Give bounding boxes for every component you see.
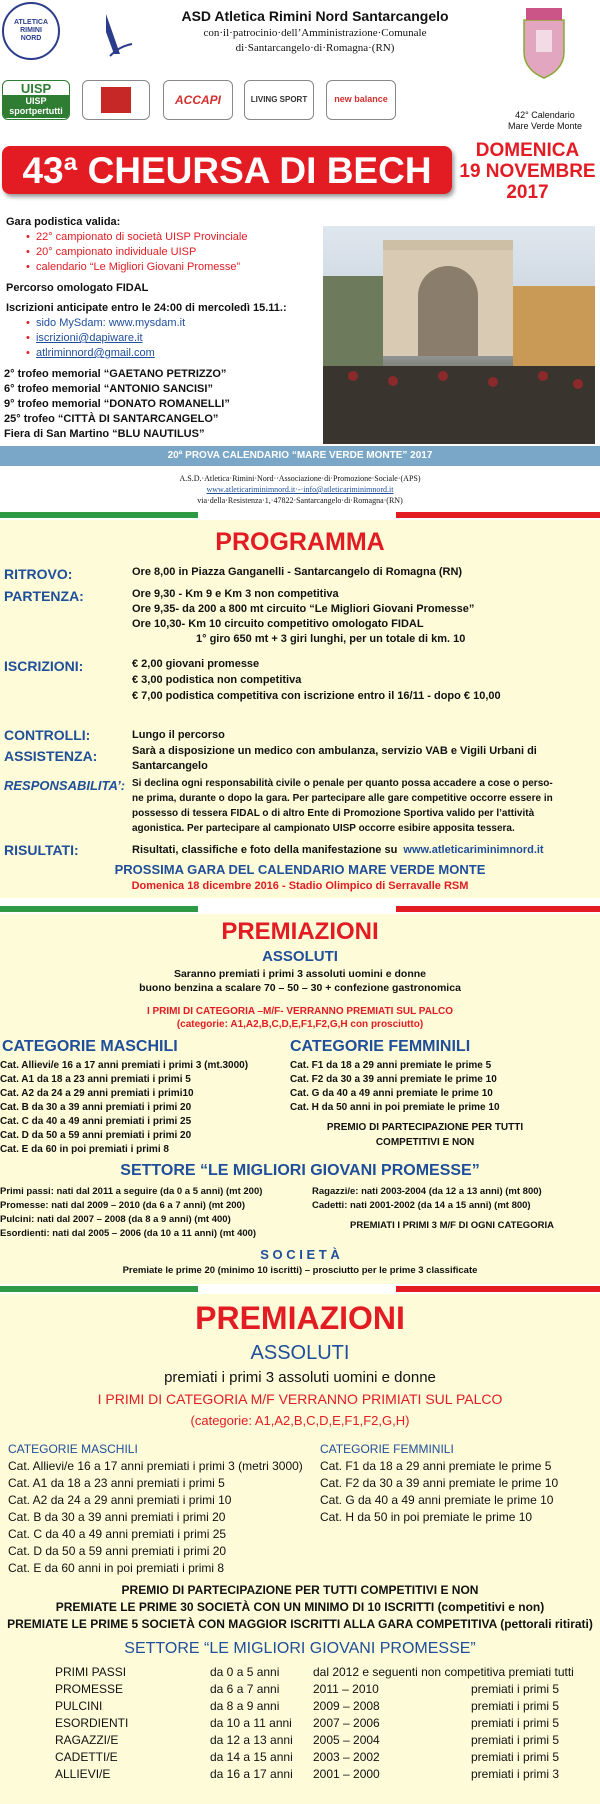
org-title: ASD Atletica Rimini Nord Santarcangelo	[181, 8, 449, 24]
prem2-m-6: Cat. E da 60 anni in poi premiati i primi 8	[8, 1561, 225, 1575]
prem1-line-1: Saranno premiati i primi 3 assoluti uomini e donne	[173, 968, 427, 980]
address-line-2[interactable]: www.atleticariminimnord.it·-·info@atleticariminimnord.it	[206, 485, 394, 494]
race-start-photo	[323, 226, 595, 444]
next-race-date: Domenica 18 dicembre 2016 - Stadio Olimpico di Serravalle RSM	[131, 880, 469, 892]
address-line-3: via·della·Resistenza·1,·47822·Santarcangelo·di·Romagna·(RN)	[197, 496, 403, 505]
prem1-f-1: Cat. F2 da 30 a 39 anni premiate le prime 10	[290, 1074, 497, 1085]
valid-bullet-3: • calendario “Le Migliori Giovani Promesse”	[26, 261, 241, 273]
prem1-m-0: Cat. Allievi/e 16 a 17 anni premiati i primi 3 (mt.3000)	[0, 1060, 249, 1071]
prem2-m-0: Cat. Allievi/e 16 a 17 anni premiati i primi 3 (metri 3000)	[8, 1459, 303, 1473]
prem2-f-3: Cat. H da 50 in poi premiate le prime 10	[320, 1510, 533, 1524]
prem2-m-4: Cat. C da 40 a 49 anni premiati i primi 25	[8, 1527, 227, 1541]
prem2-bold-2: PREMIATE LE PRIME 30 SOCIETÀ CON UN MINIMO DI 10 ISCRITTI (competitivi e non)	[55, 1600, 545, 1614]
sponsor-living-sport: LIVING SPORT	[244, 80, 314, 120]
prem2-cat-femminili: CATEGORIE FEMMINILI	[320, 1442, 454, 1456]
prem1-societa-line: Premiate le prime 20 (minimo 10 iscritti) – prosciutto per le prime 3 classificate	[122, 1265, 478, 1276]
event-date: 19 NOVEMBRE	[459, 161, 596, 182]
prog-val-partenza-2: Ore 9,35- da 200 a 800 mt circuito “Le Migliori Giovani Promesse”	[132, 603, 475, 615]
prem1-cat-maschili: CATEGORIE MASCHILI	[2, 1038, 178, 1055]
prem1-settore: SETTORE “LE MIGLIORI GIOVANI PROMESSE”	[120, 1162, 480, 1179]
youth-table-cell: PRIMI PASSI	[55, 1665, 127, 1679]
atletica-rimini-logo: ATLETICA RIMINI NORD	[2, 2, 60, 60]
municipality-crest	[520, 6, 568, 80]
prem1-societa: S O C I E T À	[260, 1247, 340, 1262]
fidal-route: Percorso omologato FIDAL	[6, 282, 149, 294]
prem2-m-2: Cat. A2 da 24 a 29 anni premiati i primi 10	[8, 1493, 232, 1507]
address-line-1: A.S.D.·Atletica·Rimini·Nord··Associazione·di·Promozione·Sociale·(APS)	[179, 474, 421, 483]
event-year: 2017	[506, 182, 549, 203]
sponsor-new-balance: new balance	[326, 80, 396, 120]
youth-table-cell: da 10 a 11 anni	[210, 1716, 292, 1730]
youth-table-cell: CADETTI/E	[55, 1750, 118, 1764]
prog-val-assistenza-1: Sarà a disposizione un medico con ambulanza, servizio VAB e Vigili Urbani di	[132, 745, 537, 757]
youth-table-cell: premiati i primi 5	[471, 1716, 560, 1730]
youth-table-cell: da 14 a 15 anni	[210, 1750, 293, 1764]
prem2-red-1: I PRIMI DI CATEGORIA M/F VERRANNO PRIMIATI SUL PALCO	[97, 1391, 503, 1407]
youth-table-cell: premiati i primi 3	[471, 1767, 560, 1781]
flag-bar	[0, 512, 600, 518]
prem2-m-1: Cat. A1 da 18 a 23 anni premiati i primi 5	[8, 1476, 225, 1490]
prem2-f-1: Cat. F2 da 30 a 39 anni premiate le prime 10	[320, 1476, 559, 1490]
trophy-5: Fiera di San Martino “BLU NAUTILUS”	[4, 428, 205, 440]
prog-key-risultati: RISULTATI:	[4, 842, 79, 858]
prog-key-responsabilita: RESPONSABILITA’:	[4, 778, 126, 793]
youth-table-cell: ALLIEVI/E	[55, 1767, 111, 1781]
prog-val-resp-4: agonistica. Per partecipare al campionato UISP occorre esibire apposita tessera.	[132, 823, 515, 834]
prem1-sl-2: Pulcini: nati dal 2007 – 2008 (da 8 a 9 anni) (mt 400)	[0, 1214, 231, 1225]
prog-val-iscrizioni-3: € 7,00 podistica competitiva con iscrizione entro il 16/11 - dopo € 10,00	[132, 690, 501, 702]
youth-table-cell: da 6 a 7 anni	[210, 1682, 280, 1696]
patronage-line-2: di·Santarcangelo·di·Romagna·(RN)	[235, 42, 395, 54]
youth-table-cell: premiati i primi 5	[471, 1733, 560, 1747]
youth-table-cell: 2011 – 2010	[313, 1682, 379, 1696]
event-day: DOMENICA	[475, 140, 580, 161]
prem1-assoluti: ASSOLUTI	[262, 948, 338, 965]
youth-table-cell: 2007 – 2006	[313, 1716, 380, 1730]
calendar-label-1: 42° Calendario	[515, 110, 575, 120]
prog-val-controlli: Lungo il percorso	[132, 729, 225, 741]
prog-key-iscrizioni: ISCRIZIONI:	[4, 658, 84, 674]
patronage-line-1: con·il·patrocinio·dell’Amministrazione·Comunale	[203, 27, 427, 39]
youth-table-cell: PULCINI	[55, 1699, 103, 1713]
prem1-m-4: Cat. C da 40 a 49 anni premiati i primi 25	[0, 1116, 192, 1127]
prem2-assoluti: ASSOLUTI	[250, 1342, 350, 1364]
fidal-logo	[80, 4, 136, 66]
sponsor-uisp: UISP UISP sportpertutti	[2, 80, 70, 120]
flag-bar-2	[0, 906, 600, 912]
trophy-4: 25° trofeo “CITTÀ DI SANTARCANGELO”	[4, 413, 219, 425]
link-email-gmail[interactable]: • atlriminnord@gmail.com	[26, 347, 155, 359]
prem1-f-2: Cat. G da 40 a 49 anni premiate le prime 10	[290, 1088, 493, 1099]
prog-val-partenza-4: 1° giro 650 mt + 3 giri lunghi, per un totale di km. 10	[196, 633, 466, 645]
prem1-f-0: Cat. F1 da 18 a 29 anni premiate le prime 5	[290, 1060, 492, 1071]
youth-table-cell: RAGAZZI/E	[55, 1733, 119, 1747]
calendar-label-2: Mare Verde Monte	[507, 121, 583, 131]
youth-table-cell: da 12 a 13 anni	[210, 1733, 293, 1747]
prog-val-resp-2: ne prima, durante o dopo la gara. Per partecipare alle gare competitive occorre essere in	[132, 793, 553, 804]
prog-key-controlli: CONTROLLI:	[4, 727, 91, 743]
valid-label: Gara podistica valida:	[6, 216, 121, 228]
programma-title: PROGRAMMA	[215, 528, 385, 556]
prem1-m-2: Cat. A2 da 24 a 29 anni premiati i primi10	[0, 1088, 194, 1099]
link-email-dapiware[interactable]: • iscrizioni@dapiware.it	[26, 332, 143, 344]
youth-table-cell: da 8 a 9 anni	[210, 1699, 280, 1713]
prem2-settore: SETTORE “LE MIGLIORI GIOVANI PROMESSE”	[124, 1640, 476, 1657]
trophy-1: 2° trofeo memorial “GAETANO PETRIZZO”	[4, 368, 227, 380]
prem1-m-6: Cat. E da 60 in poi premiati i primi 8	[0, 1144, 169, 1155]
prem1-sr-1: Cadetti: nati 2001-2002 (da 14 a 15 anni) (mt 800)	[312, 1200, 531, 1211]
sponsor-2	[82, 80, 150, 120]
prem1-red-2: (categorie: A1,A2,B,C,D,E,F1,F2,G,H con prosciutto)	[176, 1019, 424, 1030]
prog-val-resp-1: Si declina ogni responsabilità civile o penale per quanto possa accadere a cose o perso-	[132, 778, 553, 789]
youth-table-cell: PROMESSE	[55, 1682, 124, 1696]
event-title: 43ª CHEURSA DI BECH	[22, 150, 432, 191]
prem2-f-2: Cat. G da 40 a 49 anni premiate le prime 10	[320, 1493, 554, 1507]
youth-table-cell: premiati i primi 5	[471, 1699, 560, 1713]
prem1-title: PREMIAZIONI	[221, 918, 379, 945]
prog-val-risultati: Risultati, classifiche e foto della manifestazione su www.atleticariminimnord.it	[132, 844, 544, 856]
prem2-f-0: Cat. F1 da 18 a 29 anni premiate le prime 5	[320, 1459, 552, 1473]
prog-val-resp-3: possesso di tessera FIDAL o di altro Ente di Promozione Sportiva valido per l’attività	[132, 808, 535, 819]
prem1-sl-1: Promesse: nati dal 2009 – 2010 (da 6 a 7 anni) (mt 200)	[0, 1200, 246, 1211]
prem2-red-2: (categorie: A1,A2,B,C,D,E,F1,F2,G,H)	[190, 1413, 410, 1428]
prog-key-assistenza: ASSISTENZA:	[4, 748, 98, 764]
prem1-sl-3: Esordienti: nati dal 2005 – 2006 (da 10 a 11 anni) (mt 400)	[0, 1228, 257, 1239]
prem2-m-5: Cat. D da 50 a 59 anni premiati i primi 20	[8, 1544, 227, 1558]
prem1-red-1: I PRIMI DI CATEGORIA –M/F- VERRANNO PREMIATI SUL PALCO	[146, 1006, 454, 1017]
prem2-bold-3: PREMIATE LE PRIME 5 SOCIETÀ CON MAGGIOR ISCRITTI ALLA GARA COMPETITIVA (pettorali ritirati)	[7, 1617, 593, 1631]
youth-table-cell: ESORDIENTI	[55, 1716, 129, 1730]
prog-val-iscrizioni-1: € 2,00 giovani promesse	[132, 658, 260, 670]
link-mysdam[interactable]: • sido MySdam: www.mysdam.it	[26, 317, 186, 329]
youth-table-cell: 2001 – 2000	[313, 1767, 380, 1781]
results-link[interactable]: www.atleticariminimnord.it	[403, 844, 544, 856]
prem1-partecipazione-2: COMPETITIVI E NON	[375, 1137, 475, 1148]
prog-key-partenza: PARTENZA:	[4, 588, 84, 604]
prem1-m-5: Cat. D da 50 a 59 anni premiati i primi 20	[0, 1130, 192, 1141]
prem1-m-3: Cat. B da 30 a 39 anni premiati i primi 20	[0, 1102, 192, 1113]
youth-table-cell: dal 2012 e seguenti non competitiva premiati tutti	[313, 1665, 574, 1679]
prog-val-partenza-1: Ore 9,30 - Km 9 e Km 3 non competitiva	[132, 588, 339, 600]
youth-table-cell: premiati i primi 5	[471, 1682, 560, 1696]
prem1-line-2: buono benzina a scalare 70 – 50 – 30 + confezione gastronomica	[139, 982, 461, 994]
prem1-partecipazione-1: PREMIO DI PARTECIPAZIONE PER TUTTI	[326, 1122, 524, 1133]
valid-bullet-2: • 20° campionato individuale UISP	[26, 246, 197, 258]
youth-table-cell: 2003 – 2002	[313, 1750, 380, 1764]
flag-bar-3	[0, 1286, 600, 1292]
prem1-sl-0: Primi passi: nati dal 2011 a seguire (da 0 a 5 anni) (mt 200)	[0, 1186, 263, 1197]
youth-table-cell: da 0 a 5 anni	[210, 1665, 280, 1679]
prog-val-partenza-3: Ore 10,30- Km 10 circuito competitivo omologato FIDAL	[132, 618, 424, 630]
prog-val-assistenza-2: Santarcangelo	[132, 760, 208, 772]
prem1-sr-0: Ragazzi/e: nati 2003-2004 (da 12 a 13 anni) (mt 800)	[312, 1186, 542, 1197]
prog-val-ritrovo: Ore 8,00 in Piazza Ganganelli - Santarcangelo di Romagna (RN)	[132, 566, 463, 578]
youth-table-cell: da 16 a 17 anni	[210, 1767, 293, 1781]
trophy-2: 6° trofeo memorial “ANTONIO SANCISI”	[4, 383, 213, 395]
prem2-cat-maschili: CATEGORIE MASCHILI	[8, 1442, 138, 1456]
prem1-sr-3: PREMIATI I PRIMI 3 M/F DI OGNI CATEGORIA	[350, 1220, 554, 1231]
prem2-m-3: Cat. B da 30 a 39 anni premiati i primi 20	[8, 1510, 226, 1524]
prem2-bold-1: PREMIO DI PARTECIPAZIONE PER TUTTI COMPETITIVI E NON	[121, 1583, 479, 1597]
prem1-f-3: Cat. H da 50 anni in poi premiate le prime 10	[290, 1102, 500, 1113]
registration-label: Iscrizioni anticipate entro le 24:00 di mercoledì 15.11.:	[6, 302, 287, 314]
prem2-title: PREMIAZIONI	[195, 1300, 405, 1336]
prem2-line-1: premiati i primi 3 assoluti uomini e donne	[164, 1369, 436, 1386]
youth-table-cell: 2009 – 2008	[313, 1699, 380, 1713]
trophy-3: 9° trofeo memorial “DONATO ROMANELLI”	[4, 398, 230, 410]
sponsor-accapi: ACCAPI	[163, 80, 233, 120]
prem1-cat-femminili: CATEGORIE FEMMINILI	[290, 1038, 471, 1055]
prog-val-iscrizioni-2: € 3,00 podistica non competitiva	[132, 674, 302, 686]
calendar-strip-text: 20ª PROVA CALENDARIO “MARE VERDE MONTE” 2017	[167, 450, 433, 461]
youth-table-cell: premiati i primi 5	[471, 1750, 560, 1764]
prog-key-ritrovo: RITROVO:	[4, 566, 73, 582]
next-race-title: PROSSIMA GARA DEL CALENDARIO MARE VERDE MONTE	[114, 862, 486, 877]
prem1-m-1: Cat. A1 da 18 a 23 anni premiati i primi 5	[0, 1074, 191, 1085]
youth-table-cell: 2005 – 2004	[313, 1733, 380, 1747]
valid-bullet-1: • 22° campionato di società UISP Provinciale	[26, 231, 248, 243]
